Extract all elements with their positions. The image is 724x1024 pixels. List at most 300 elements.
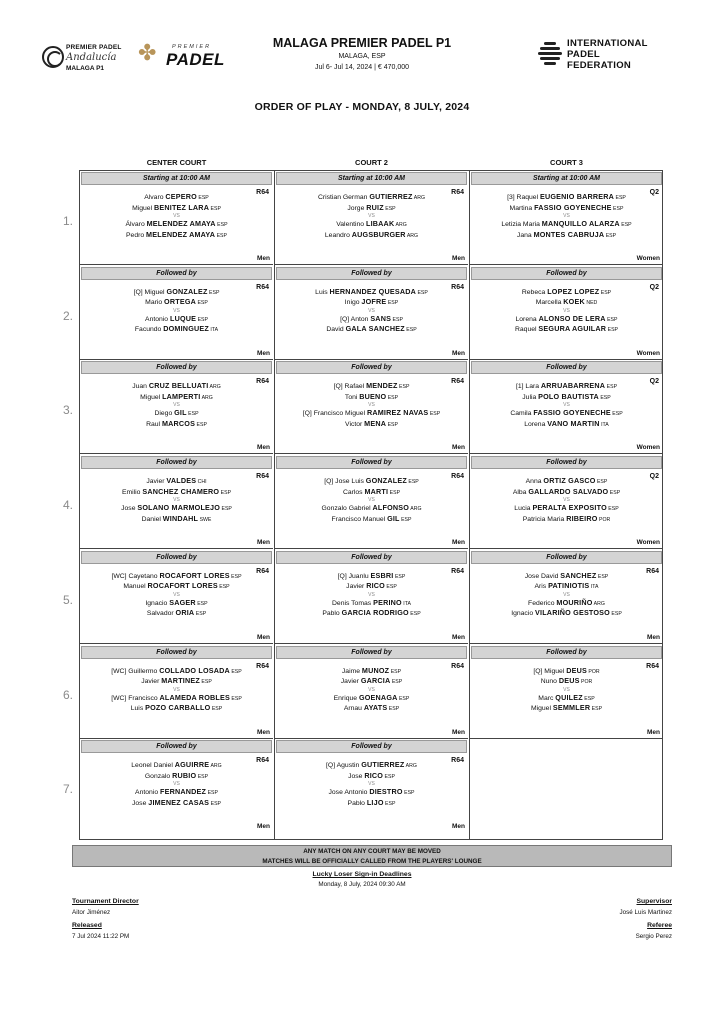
player-nationality: NED [584,300,598,307]
players-list [275,760,468,808]
player-line [80,297,273,308]
player-last-name: HERNANDEZ QUESADA [329,286,416,296]
player-line [470,324,663,335]
tournament-location: MALAGA, ESP [338,53,386,60]
match-cell [80,266,273,360]
vs-label: VS [368,781,375,788]
player-first-name: Aris [534,583,549,591]
round-label: R64 [451,757,464,765]
player-nationality: ESP [220,506,232,513]
player-nationality: ESP [404,327,417,334]
player-nationality: ESP [606,506,619,513]
match-cell [80,171,273,265]
match-time-bar: Followed by [471,646,662,659]
player-line [470,192,663,203]
player-nationality: ARG [200,394,213,401]
player-first-name: Álvaro [125,221,147,228]
player-last-name: MELENDEZ AMAYA [146,229,216,239]
player-line [80,203,273,214]
players-list [275,666,468,714]
player-nationality: ESP [384,584,397,591]
player-nationality: ESP [195,600,208,607]
court-headers [79,158,663,169]
match-cell [275,266,468,360]
category-label: Women [636,444,660,452]
player-last-name: PERALTA EXPOSITO [532,503,607,513]
player-last-name: CRUZ BELLUATI [148,381,209,391]
vs-label: VS [368,213,375,219]
tournament-director [72,898,139,916]
round-label: R64 [256,473,269,481]
category-label: Women [636,349,660,357]
player-first-name: [Q] Miguel [133,288,167,296]
players-list [275,192,468,240]
player-nationality: ITA [401,600,411,607]
match-time-bar: Starting at 10:00 AM [471,172,662,185]
row-number: 5. [62,592,73,607]
match-cell [470,455,663,549]
player-first-name: Facundo [134,326,164,334]
player-first-name: Lorena [515,315,539,323]
player-line [275,324,468,335]
logo-mid-small: PREMIER [172,44,212,50]
player-line [470,219,663,230]
order-of-play-grid [79,170,663,840]
player-line [470,598,663,609]
match-time-bar: Followed by [81,740,272,753]
player-first-name: Jose [132,799,149,807]
round-label: Q2 [649,283,659,291]
ipf-line1: INTERNATIONAL [567,38,648,49]
player-nationality: ESP [217,584,230,591]
player-first-name: [Q] Anton [340,315,371,323]
player-nationality: ESP [229,573,242,580]
category-label: Men [452,349,465,357]
category-label: Men [452,255,465,262]
player-line [275,608,468,619]
player-first-name: [WC] Francisco [111,694,160,702]
player-first-name: Enrique [333,694,359,702]
match-time-bar: Starting at 10:00 AM [276,172,467,185]
player-last-name: ALFONSO [372,503,410,513]
player-nationality: ESP [196,316,208,323]
player-line [80,571,273,582]
player-first-name: Martina [509,204,535,212]
vs-label: VS [173,307,180,314]
vs-label: VS [563,213,570,219]
player-line [275,760,468,771]
match-time-bar: Followed by [471,551,662,564]
category-label: Men [452,633,465,641]
match-time-bar: Followed by [81,361,272,374]
player-first-name: Leonel Daniel [131,762,175,770]
lucky-loser-value: Monday, 8 July, 2024 09:30 AM [318,881,406,888]
player-line [275,192,468,203]
player-first-name: Jose [121,505,138,513]
player-nationality: ARG [209,763,222,770]
player-nationality: ESP [386,300,399,307]
player-first-name: Ignacio [511,610,536,618]
round-label: R64 [256,378,269,386]
player-nationality: ESP [215,222,228,228]
player-line [275,771,468,782]
category-label: Men [452,444,465,452]
player-nationality: ARG [412,195,426,201]
player-nationality: ESP [196,773,209,780]
player-first-name: Jose David [524,572,561,580]
player-last-name: PERINO [373,597,402,607]
player-line [80,798,273,809]
vs-label: VS [173,591,180,598]
player-last-name: GONZALEZ [166,286,208,296]
player-last-name: ARRUABARRENA [540,381,606,391]
player-last-name: ORIA [175,608,195,618]
player-last-name: GUTIERREZ [369,192,413,201]
referee [636,922,672,940]
category-label: Women [636,255,660,262]
player-last-name: BUENO [359,391,387,401]
player-line [80,314,273,325]
player-nationality: ESP [229,695,242,702]
round-label: R64 [256,189,269,196]
player-line [80,771,273,782]
court-header-center: CENTER COURT [146,158,207,167]
match-time-bar: Followed by [276,740,467,753]
player-line [275,392,468,403]
category-label: Men [257,255,270,262]
vs-label: VS [173,497,180,504]
player-last-name: FASSIO GOYENECHE [533,408,611,418]
player-nationality: ESP [595,479,608,486]
match-time-bar: Starting at 10:00 AM [81,172,272,185]
player-first-name: David [326,326,346,334]
row-number: 4. [62,498,73,513]
player-nationality: ARG [394,222,407,228]
player-last-name: LOPEZ LOPEZ [547,286,600,296]
player-first-name: Javier [141,678,162,685]
player-last-name: MARTINEZ [161,676,200,685]
player-first-name: Rebeca [521,288,548,296]
player-first-name: Diego [154,410,175,418]
player-line [275,666,468,677]
ipf-text [567,38,648,71]
player-nationality: POR [597,516,611,523]
player-nationality: ESP [387,706,400,712]
player-last-name: JIMENEZ CASAS [148,797,210,807]
player-last-name: ALAMEDA ROBLES [159,692,230,702]
player-last-name: VALDES [166,476,197,486]
player-first-name: Lorena [524,420,548,428]
player-line [470,476,663,487]
player-last-name: AUGSBURGER [351,229,406,239]
match-time-bar: Followed by [471,267,662,280]
player-line [275,798,468,809]
player-last-name: MARCOS [161,418,196,428]
match-cell [275,550,468,644]
player-last-name: GUTIERREZ [361,760,405,770]
category-label: Men [257,728,270,736]
player-last-name: ORTIZ GASCO [543,476,596,486]
lucky-loser-title: Lucky Loser Sign-in Deadlines [312,871,412,878]
player-nationality: POR [579,679,593,685]
released-value: 7 Jul 2024 11:22 PM [72,933,130,940]
round-label: R64 [256,283,269,291]
category-label: Men [257,444,270,452]
player-line [80,487,273,498]
player-line [80,219,273,230]
player-last-name: RICO [366,581,385,591]
player-last-name: RIBEIRO [566,513,598,523]
match-cell [470,360,663,454]
player-line [470,571,663,582]
logo-left-line1: PREMIER PADEL [66,44,122,51]
referee-value: Sergio Perez [635,933,672,940]
player-nationality: ESP [604,232,617,239]
player-nationality: ITA [599,421,609,428]
player-first-name: Camila [510,410,534,418]
match-cell [275,739,468,833]
player-last-name: GOENAGA [358,692,398,702]
player-nationality: ESP [605,316,618,323]
round-label: R64 [451,567,464,575]
player-line [470,230,663,241]
player-nationality: ARG [409,506,422,513]
row-number: 6. [62,687,73,702]
ipf-line2: PADEL [567,49,600,60]
player-first-name: Marc [538,694,556,702]
player-last-name: ESBRI [370,570,394,580]
player-nationality: ESP [196,195,209,201]
player-first-name: Jose [348,772,365,780]
round-label: R64 [256,757,269,765]
player-last-name: MELENDEZ AMAYA [146,219,216,228]
player-last-name: BENITEZ LARA [153,202,210,212]
player-first-name: Jorge [347,204,367,212]
player-nationality: ESP [219,489,232,496]
player-line [80,419,273,430]
player-nationality: ESP [590,706,603,712]
player-nationality: ESP [388,489,401,496]
player-last-name: DEUS [558,676,580,685]
player-nationality: ARG [592,600,605,607]
player-last-name: GALA SANCHEZ [345,324,405,334]
player-last-name: MOURIÑO [556,597,593,607]
player-first-name: Daniel [141,515,163,523]
player-nationality: ESP [599,289,612,296]
court-header-2: COURT 2 [355,158,388,167]
round-label: R64 [646,567,659,575]
category-label: Men [257,823,270,831]
match-cell [80,360,273,454]
player-first-name: Victor [345,420,365,428]
player-last-name: SANCHEZ [560,570,597,580]
player-line [275,787,468,798]
players-list [80,287,273,335]
player-line [275,514,468,525]
player-first-name: Valentino [336,221,366,228]
category-label: Men [257,349,270,357]
player-last-name: COLLADO LOSADA [159,665,230,675]
player-nationality: ESP [389,668,402,675]
notice-line2: MATCHES WILL BE OFFICIALLY CALLED FROM THE PLAYERS' LOUNGE [262,857,482,865]
match-time-bar: Followed by [276,267,467,280]
ipf-globe-icon [537,40,563,66]
ipf-logo [537,38,677,78]
players-list [275,381,468,429]
player-nationality: ESP [207,289,220,296]
player-line [470,503,663,514]
premier-padel-mark-icon [42,46,64,68]
player-last-name: MUNOZ [361,665,390,675]
category-label: Men [647,633,660,641]
player-last-name: MANQUILLO ALARZA [541,219,620,228]
players-list [470,381,663,429]
player-line [470,297,663,308]
player-line [80,381,273,392]
player-line [275,219,468,230]
player-nationality: ESP [209,800,221,807]
player-line [470,676,663,687]
player-nationality: ESP [399,516,412,523]
player-last-name: EUGENIO BARRERA [539,192,615,201]
match-cell [80,455,273,549]
row-number: 1. [62,214,73,228]
player-last-name: VANO MARTIN [547,418,600,428]
player-last-name: FERNANDEZ [160,787,207,797]
player-last-name: AGUIRRE [174,760,210,770]
player-last-name: KOEK [563,297,585,307]
player-nationality: POR [586,668,600,675]
player-first-name: Mario [145,299,165,307]
player-line [275,581,468,592]
match-time-bar: Followed by [471,456,662,469]
player-first-name: Denis Tomas [332,599,374,607]
player-last-name: DEUS [566,665,587,675]
player-first-name: Gonzalo Gabriel [321,505,373,513]
player-first-name: Luis [315,288,330,296]
player-line [80,693,273,704]
player-nationality: ESP [614,195,626,201]
player-first-name: Julia [522,393,539,401]
match-time-bar: Followed by [276,646,467,659]
player-line [275,487,468,498]
logo-mid-big: PADEL [166,50,225,69]
ipf-line3: FEDERATION [567,60,632,71]
player-line [275,314,468,325]
player-nationality: ESP [605,384,618,391]
court-header-3: COURT 3 [550,158,583,167]
vs-label: VS [563,686,570,693]
match-cell [470,266,663,360]
match-cell [80,645,273,739]
player-last-name: QUILEZ [555,692,583,702]
player-line [470,666,663,677]
player-first-name: Pedro [126,231,147,239]
player-line [470,287,663,298]
player-first-name: Ignacio [145,599,170,607]
player-first-name: [WC] Cayetano [111,572,160,580]
player-last-name: SOLANO MARMOLEJO [137,503,221,513]
round-label: R64 [451,283,464,291]
player-last-name: ALONSO DE LERA [538,313,606,323]
tournament-director-value: Aitor Jiménez [72,909,111,916]
lucky-loser-section [0,871,724,888]
player-last-name: LIBAAK [365,219,395,228]
round-label: R64 [451,378,464,386]
player-last-name: ROCAFORT LORES [147,581,218,591]
players-list [470,192,663,240]
player-first-name: Cristian German [317,194,370,201]
player-last-name: FASSIO GOYENECHE [534,202,612,212]
player-last-name: SANS [370,313,392,323]
player-line [275,381,468,392]
vs-label: VS [368,497,375,504]
player-last-name: GALLARDO SALVADO [528,486,609,496]
match-time-bar: Followed by [276,551,467,564]
vs-label: VS [173,213,180,219]
player-first-name: [Q] Jose Luis [324,478,366,486]
player-nationality: ESP [215,232,227,239]
logo-left-line2: Andalucía [66,52,117,63]
vs-label: VS [368,591,375,598]
player-first-name: Raul [146,420,162,428]
vs-label: VS [563,497,570,504]
player-line [275,297,468,308]
player-line [470,608,663,619]
player-nationality: ESP [408,611,421,618]
match-cell [275,645,468,739]
match-cell [275,360,468,454]
match-cell [470,645,663,739]
player-last-name: RUIZ [366,202,384,212]
player-first-name: Carlos [342,488,365,496]
supervisor [620,898,673,916]
round-label: R64 [256,662,269,670]
player-line [80,787,273,798]
match-time-bar: Followed by [81,267,272,280]
round-label: Q2 [649,378,659,386]
player-last-name: RUBIO [172,770,197,780]
player-line [470,392,663,403]
vs-label: VS [563,402,570,409]
player-nationality: ESP [416,289,428,296]
tournament-info [230,36,494,71]
player-first-name: Toni [344,393,360,401]
player-line [80,760,273,771]
players-list [470,287,663,335]
player-nationality: ARG [405,232,419,239]
player-nationality: ESP [609,611,622,618]
player-nationality: ESP [383,773,395,780]
category-label: Men [452,823,465,831]
player-first-name: Luis [130,705,146,712]
player-first-name: Antonio [145,315,170,323]
vs-label: VS [563,307,570,314]
match-time-bar: Followed by [81,646,272,659]
row-number: 3. [62,403,73,418]
player-nationality: ESP [229,668,242,675]
vs-label: VS [368,307,375,314]
tournament-director-label: Tournament Director [72,898,139,905]
match-cell [80,739,273,833]
round-label: R64 [451,662,464,670]
released-label: Released [72,922,102,929]
vs-label: VS [173,686,180,693]
player-line [275,571,468,582]
order-of-play-title: ORDER OF PLAY - MONDAY, 8 JULY, 2024 [254,101,470,113]
header [0,34,724,84]
player-first-name: [Q] Rafael [333,383,367,391]
